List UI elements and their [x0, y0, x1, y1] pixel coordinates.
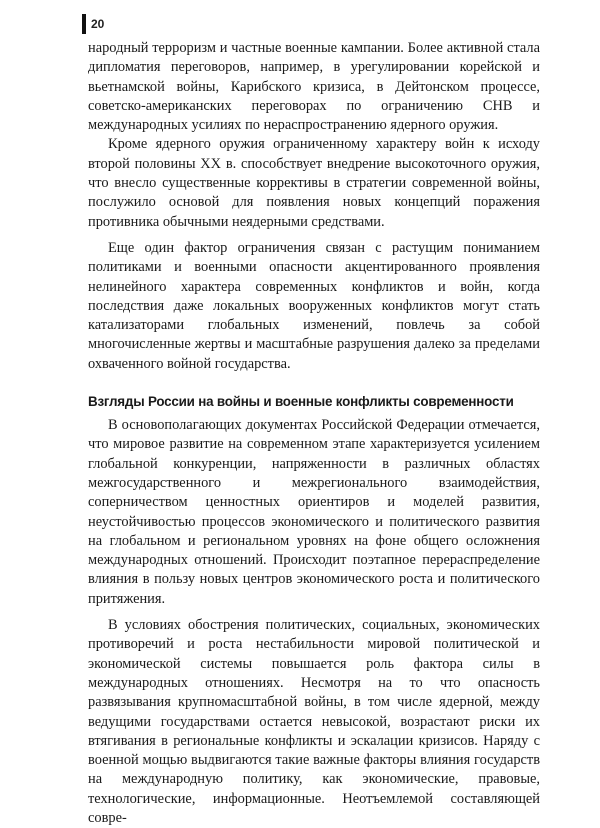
paragraph: В основополагающих документах Российской Федерации отмечается, что мировое развитие на современном этапе характеризуется усилением глобальной конкуренции, напряженности в различных областях межгосударственного и межрегионального взаимодействия, соперничеством ценностных ориентиров и моделей развития, неустойчивостью процессов экономического и политического развития на глобальном и региональном уровнях на фоне общего осложнения международных отношений. Происходит поэтапное перераспределение влияния в пользу новых центров экономического роста и политического притяжения.: [88, 417, 540, 607]
section-heading: Взгляды России на войны и военные конфликты современности: [88, 394, 514, 410]
page-number: 20: [91, 17, 105, 31]
paragraph: Еще один фактор ограничения связан с растущим пониманием политиками и военными опасности акцентированного проявления нелинейного характера современных конфликтов и войн, когда последствия даже локальных вооруженных конфликтов могут стать катализаторами глобальных изменений, повлечь за собой многочисленные жертвы и масштабные разрушения далеко за пределами охваченного войной государства.: [88, 239, 540, 372]
paragraph: В условиях обострения политических, социальных, экономических противоречий и роста нестабильности мировой политической и экономической системы повышается роль фактора силы в международных отношениях. Несмотря на то что опасность развязывания крупномасштабной войны, в том числе ядерной, между ведущими государствами остается невысокой, возрастают риски их втягивания в региональные конфликты и эскалации кризисов. Наряду с военной мощью выдвигаются такие важные факторы влияния государств на международную политику, как экономические, правовые, технологические, информационные. Неотъемлемой составляющей совре-: [88, 617, 540, 826]
header-marker-bar: [82, 14, 86, 34]
paragraph: Кроме ядерного оружия ограниченному характеру войн к исходу второй половины XX в. способствует внедрение высокоточного оружия, что внесло существенные коррективы в стратегии современной войны, послужило основой для появления новых концепций поражения противника обычными неядерными средствами.: [88, 136, 540, 230]
page-header: [82, 14, 104, 34]
page-body: [88, 39, 540, 828]
paragraph-continued: народный терроризм и частные военные кампании. Более активной стала дипломатия переговоров, например, в урегулировании корейской и вьетнамской войны, Карибского кризиса, в Дейтонском процессе, советско-американских переговорах по ограничению СНВ и международных усилиях по нераспространению ядерного оружия.: [88, 40, 540, 134]
